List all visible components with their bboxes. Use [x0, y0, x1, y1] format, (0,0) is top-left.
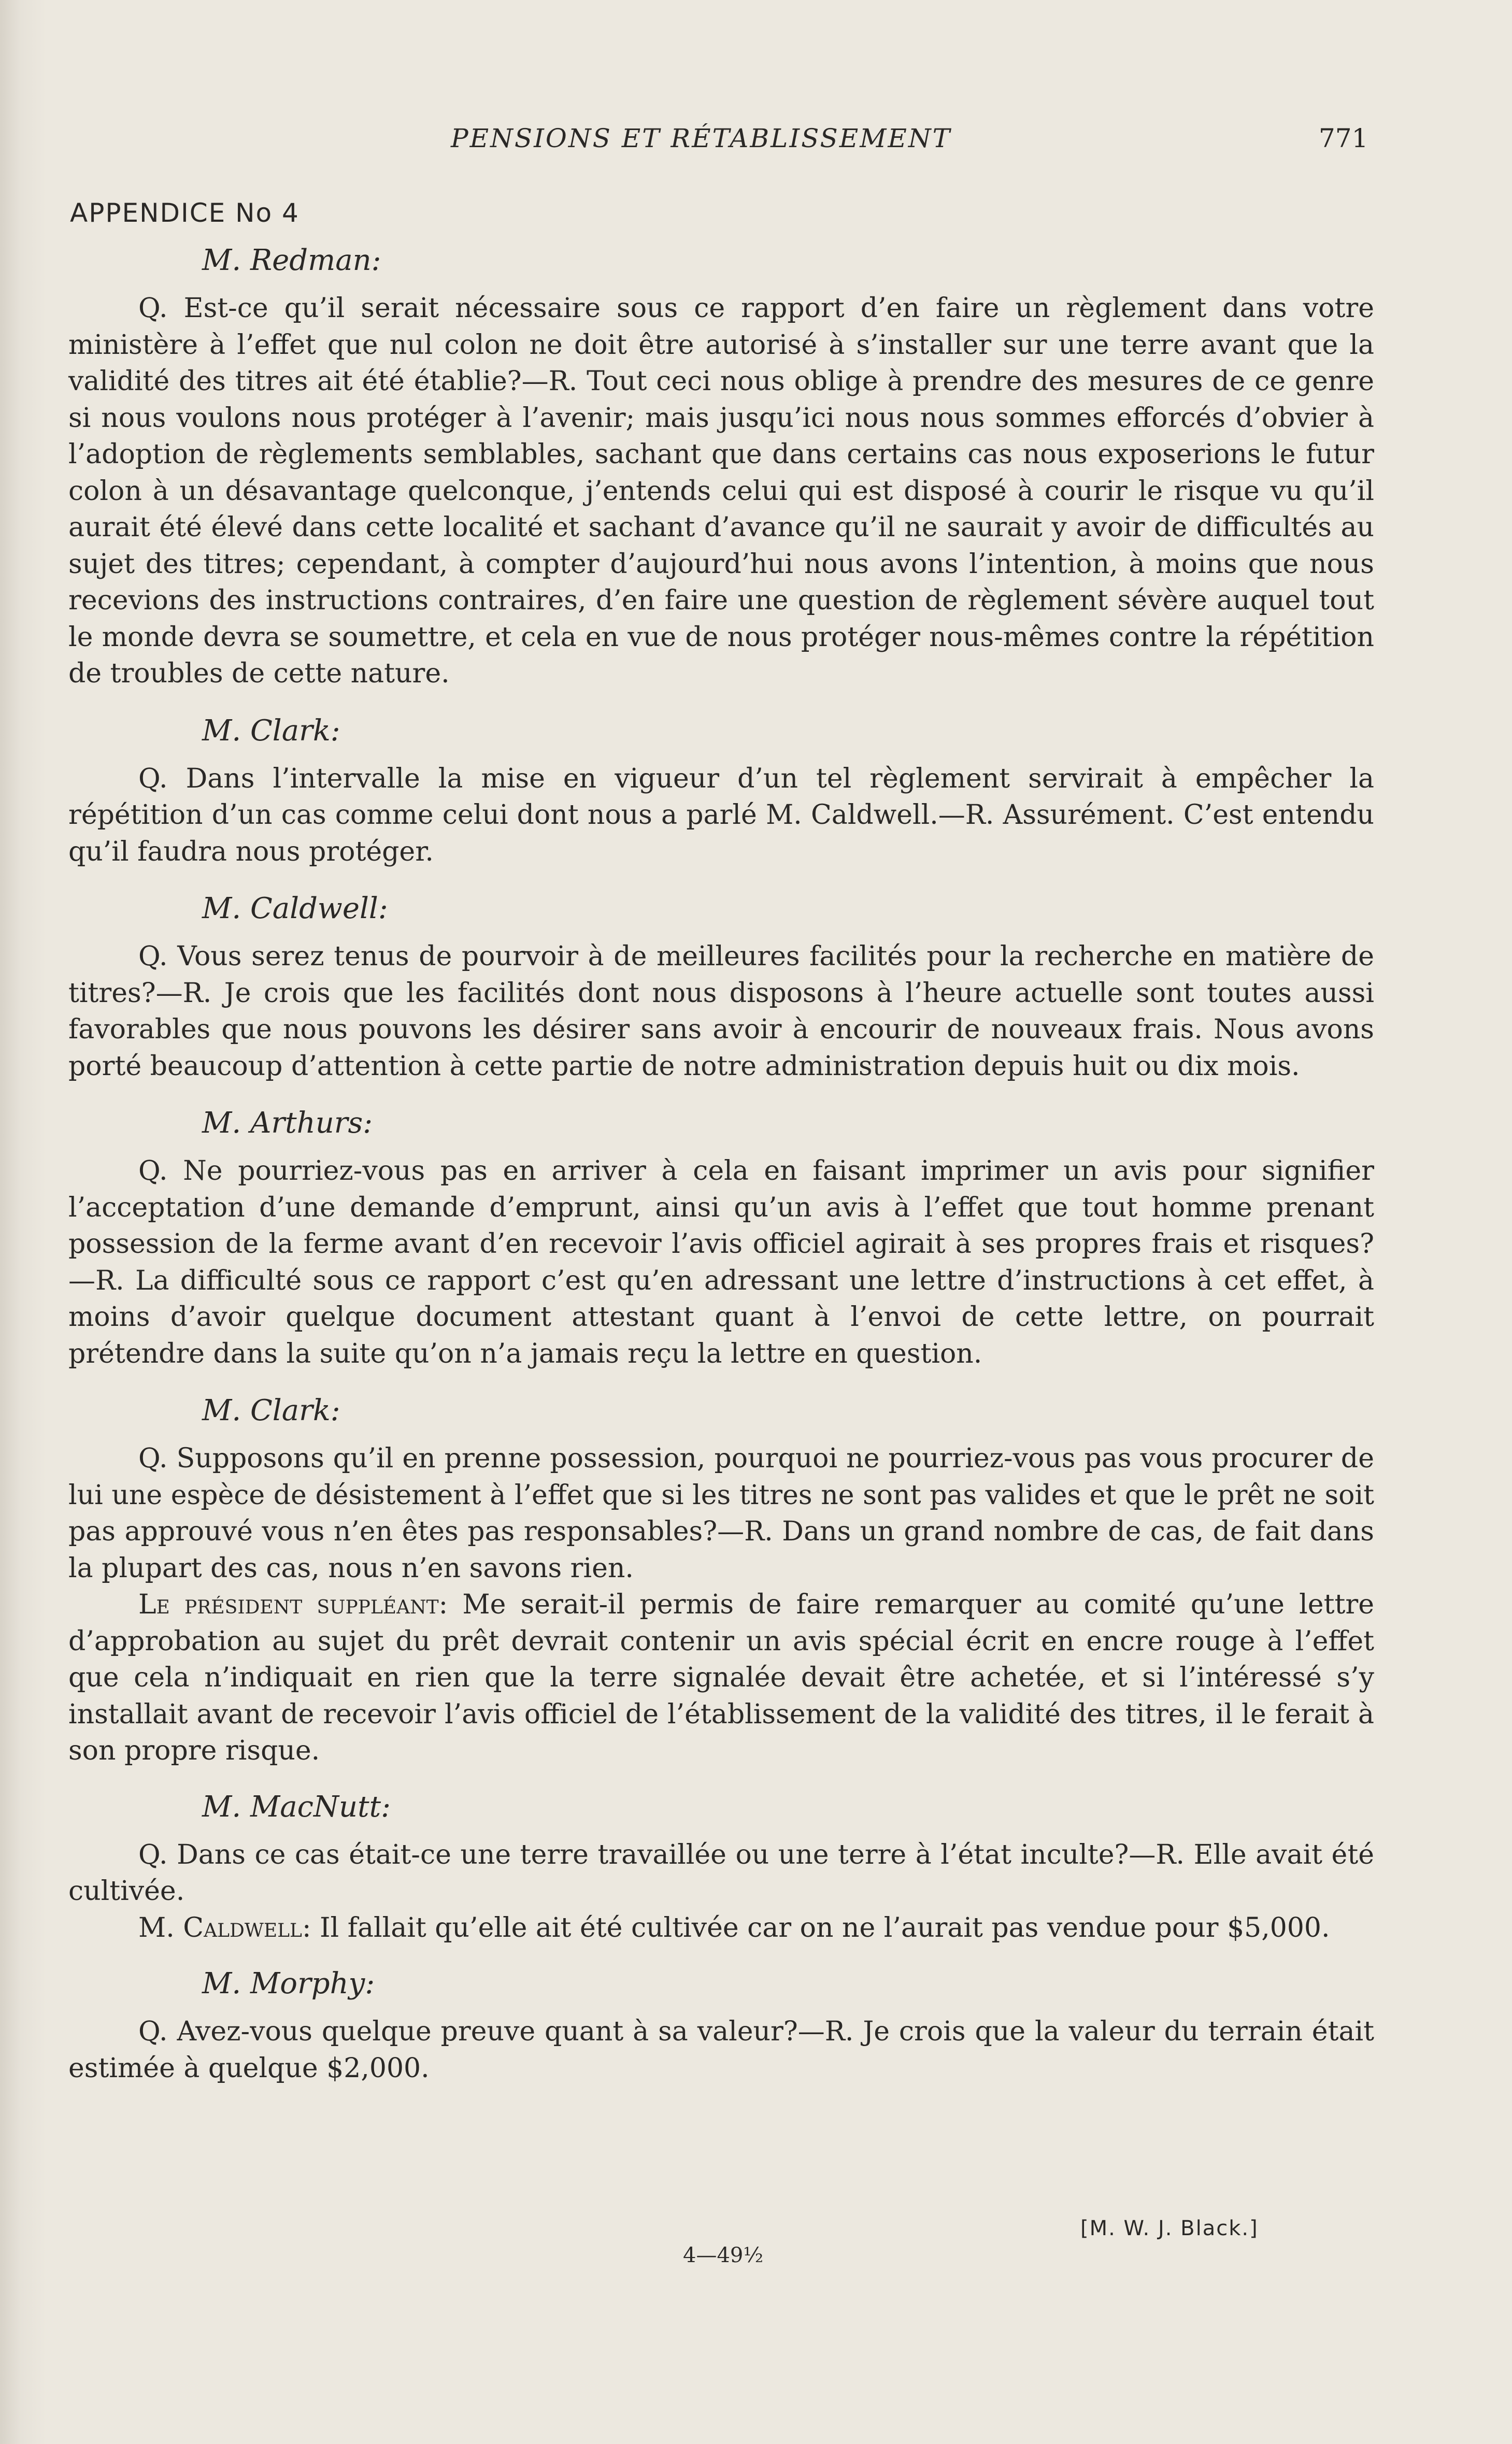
- paragraph: Q. Ne pourriez-vous pas en arriver à cela en faisant imprimer un avis pour signifier l’acceptation d’une demande d’emprunt, ainsi qu’un avis à l’effet que tout homme prenant possession de la ferme avant d’en recevoir l’avis officiel agirait à ses propres frais et risques?—R. La difficulté sous ce rapport c’est qu’en adressant une lettre d’instructions à cet effet, à moins d’avoir quelque document attestant quant à l’envoi de cette lettre, on pourrait prétendre dans la suite qu’on n’a jamais reçu la lettre en question.: [68, 1155, 1374, 1369]
- paragraph-text: : Me serait-il permis de faire remarquer au comité qu’une lettre d’approbation au sujet du prêt devrait contenir un avis spécial écrit en encre rouge à l’effet que cela n’indiquait en rien que la terre signalée devait être achetée, et si l’intéressé s’y installait avant de recevoir l’avis officiel de l’établissement de la validité des titres, il le ferait à son propre risque.: [68, 1589, 1375, 1766]
- speaker-heading: M. Morphy:: [202, 1967, 375, 2000]
- speaker-name: Le président suppléant: [138, 1589, 439, 1620]
- document-body: [68, 242, 1374, 2086]
- signature-note: [M. W. J. Black.]: [1080, 2217, 1259, 2240]
- paragraph: Q. Vous serez tenus de pourvoir à de meilleures facilités pour la recherche en matière de titres?—R. Je crois que les facilités dont nous disposons à l’heure actuelle sont toutes aussi favorables que nous pouvons les désirer sans avoir à encourir de nouveaux frais. Nous avons porté beaucoup d’attention à cette partie de notre administration depuis huit ou dix mois.: [68, 941, 1374, 1082]
- paragraph: Q. Supposons qu’il en prenne possession, pourquoi ne pourriez-vous pas vous procurer de lui une espèce de désistement à l’effet que si les titres ne sont pas valides et que le prêt ne soit pas approuvé vous n’en êtes pas responsables?—R. Dans un grand nombre de cas, de fait dans la plupart des cas, nous n’en savons rien.: [68, 1443, 1374, 1584]
- speaker-heading: M. Redman:: [202, 244, 381, 277]
- appendix-label: APPENDICE No 4: [70, 198, 299, 228]
- paragraph: Q. Avez-vous quelque preuve quant à sa valeur?—R. Je crois que la valeur du terrain était estimée à quelque $2,000.: [68, 2016, 1374, 2084]
- speaker-heading: M. MacNutt:: [202, 1790, 391, 1824]
- speaker-heading: M. Caldwell:: [202, 892, 388, 925]
- paragraph: [68, 1910, 1374, 1947]
- paragraph: Q. Est-ce qu’il serait nécessaire sous ce rapport d’en faire un règlement dans votre ministère à l’effet que nul colon ne doit être autorisé à s’installer sur une terre avant que la validité des titres ait été établie?—R. Tout ceci nous oblige à prendre des mesures de ce genre si nous voulons nous protéger à l’avenir; mais jusqu’ici nous nous sommes efforcés d’obvier à l’adoption de règlements semblables, sachant que dans certains cas nous exposerions le futur colon à un désavantage quelconque, j’entends celui qui est disposé à courir le risque vu qu’il aurait été élevé dans cette localité et sachant d’avance qu’il ne saurait y avoir de difficultés au sujet des titres; cependant, à compter d’aujourd’hui nous avons l’intention, à moins que nous recevions des instructions contraires, d’en faire une question de règlement sévère auquel tout le monde devra se soumettre, et cela en vue de nous protéger nous-mêmes contre la répétition de troubles de cette nature.: [68, 293, 1374, 689]
- speaker-heading: M. Clark:: [202, 1394, 340, 1427]
- footer-signature-mark: 4—49½: [683, 2243, 764, 2267]
- page-number: 771: [1319, 123, 1368, 153]
- paragraph: [68, 1587, 1374, 1769]
- speaker-heading: M. Clark:: [202, 713, 340, 748]
- paragraph: Q. Dans ce cas était-ce une terre travaillée ou une terre à l’état inculte?—R. Elle avait été cultivée.: [68, 1839, 1374, 1907]
- paragraph-text: : Il fallait qu’elle ait été cultivée car on ne l’aurait pas vendue pour $5,000.: [302, 1912, 1330, 1943]
- paragraph: Q. Dans l’intervalle la mise en vigueur d’un tel règlement servirait à empêcher la répétition d’un cas comme celui dont nous a parlé M. Caldwell.—R. Assurément. C’est entendu qu’il faudra nous protéger.: [68, 763, 1374, 867]
- speaker-name: M. Caldwell: [138, 1912, 302, 1943]
- running-header-title: PENSIONS ET RÉTABLISSEMENT: [451, 123, 952, 153]
- speaker-heading: M. Arthurs:: [202, 1106, 373, 1140]
